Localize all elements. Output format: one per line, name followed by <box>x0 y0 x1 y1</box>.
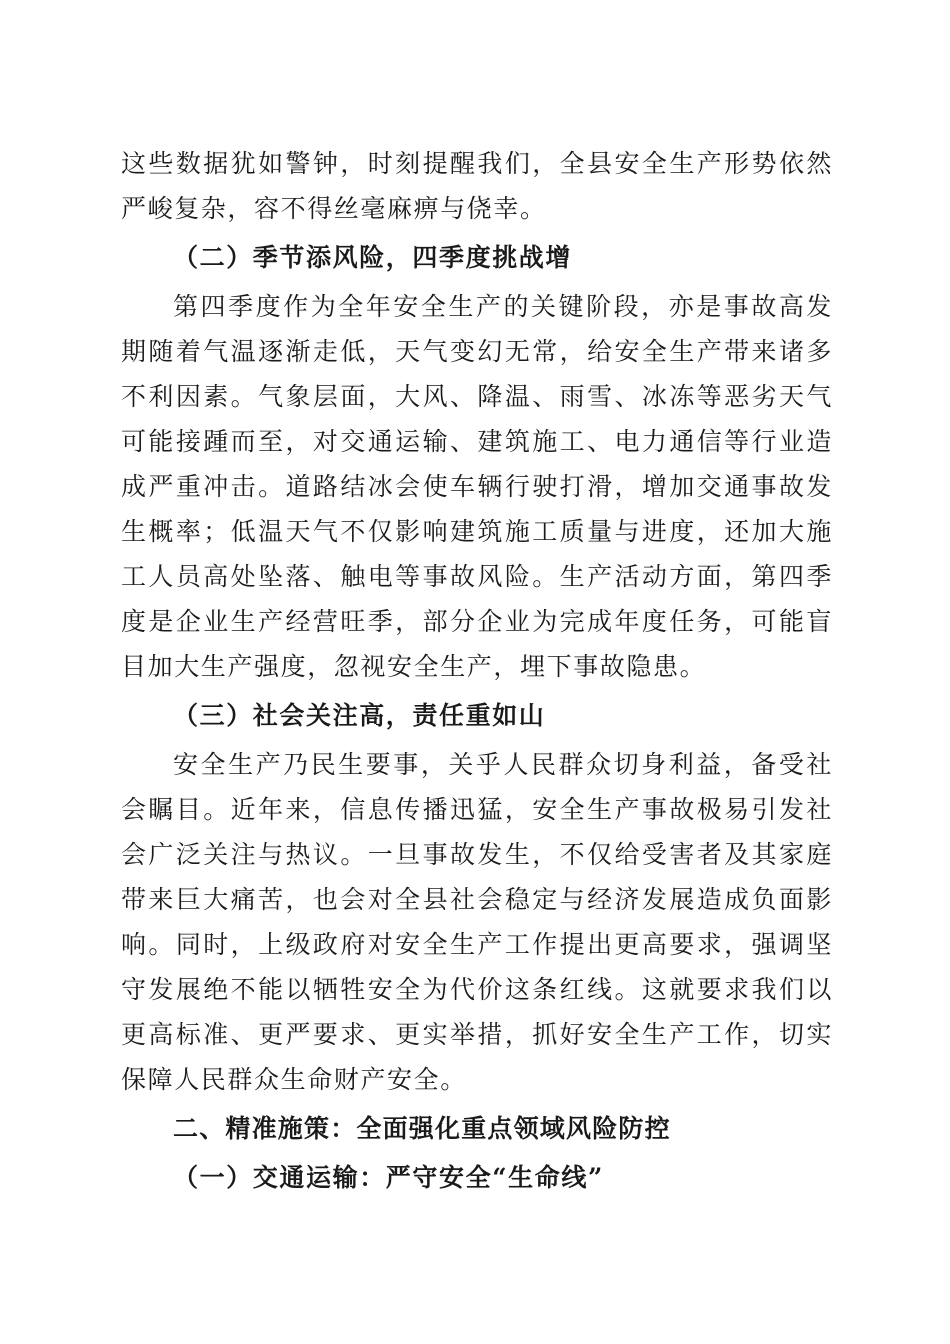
paragraph-fourth-quarter: 第四季度作为全年安全生产的关键阶段，亦是事故高发期随着气温逐渐走低，天气变幻无常，给安全生产带来诸多不利因素。气象层面，大风、降温、雨雪、冰冻等恶劣天气可能接踵而至，对交通运输、建筑施工、电力通信等行业造成严重冲击。道路结冰会使车辆行驶打滑，增加交通事故发生概率；低温天气不仅影响建筑施工质量与进度，还加大施工人员高处坠落、触电等事故风险。生产活动方面，第四季度是企业生产经营旺季，部分企业为完成年度任务，可能盲目加大生产强度，忽视安全生产，埋下事故隐患。 <box>121 292 833 681</box>
paragraph-public-safety: 安全生产乃民生要事，关乎人民群众切身利益，备受社会瞩目。近年来，信息传播迅猛，安全生产事故极易引发社会广泛关注与热议。一旦事故发生，不仅给受害者及其家庭带来巨大痛苦，也会对全县社会稳定与经济发展造成负面影响。同时，上级政府对安全生产工作提出更高要求，强调坚守发展绝不能以牺牲安全为代价这条红线。这就要求我们以更高标准、更严要求、更实举措，抓好安全生产工作，切实保障人民群众生命财产安全。 <box>121 750 833 1094</box>
subheading-social-attention: （三）社会关注高，责任重如山 <box>173 701 546 730</box>
paragraph-warning-summary: 这些数据犹如警钟，时刻提醒我们，全县安全生产形势依然严峻复杂，容不得丝毫麻痹与侥幸。 <box>121 149 833 223</box>
section-heading-precise-measures: 二、精准施策：全面强化重点领域风险防控 <box>173 1114 671 1143</box>
subheading-transportation: （一）交通运输：严守安全“生命线” <box>173 1163 604 1192</box>
document-body <box>121 141 833 1200</box>
subheading-seasonal-risk: （二）季节添风险，四季度挑战增 <box>173 243 573 272</box>
